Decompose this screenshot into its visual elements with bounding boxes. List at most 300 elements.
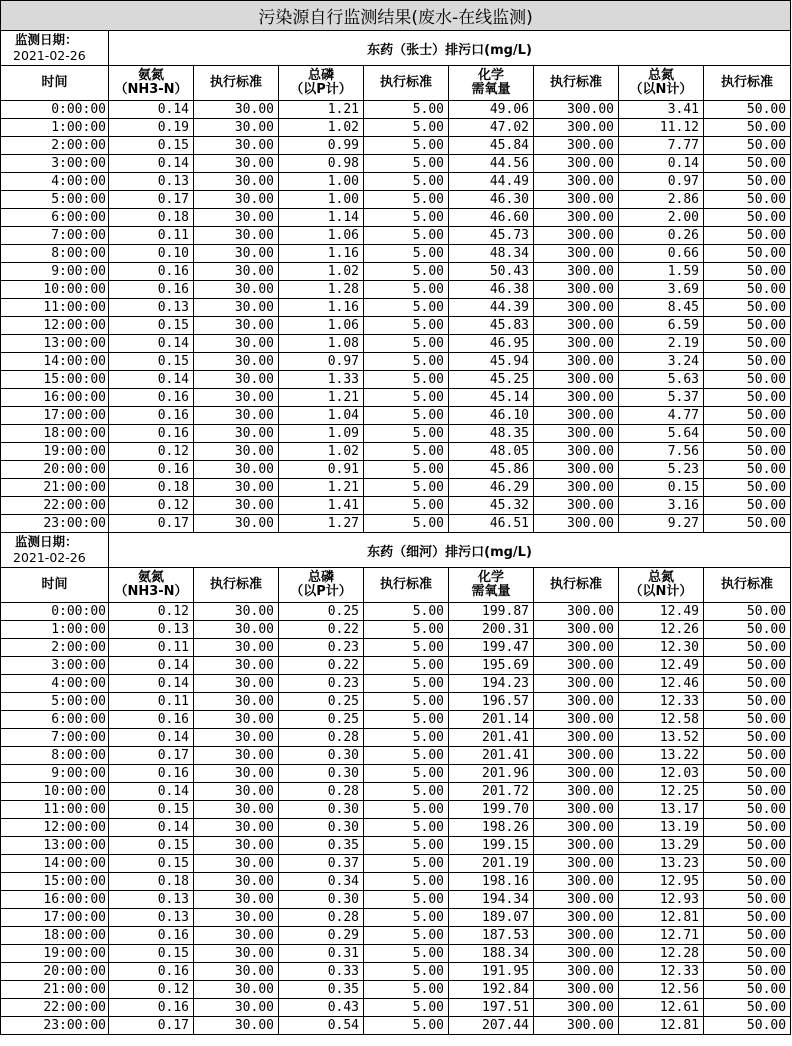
value-cell[interactable]: 1.06: [279, 317, 364, 335]
value-cell[interactable]: 13.22: [619, 747, 704, 765]
value-cell[interactable]: 30.00: [194, 999, 279, 1017]
value-cell[interactable]: 5.00: [364, 227, 449, 245]
value-cell[interactable]: 30.00: [194, 263, 279, 281]
value-cell[interactable]: 1.41: [279, 497, 364, 515]
value-cell[interactable]: 300.00: [534, 657, 619, 675]
value-cell[interactable]: 300.00: [534, 675, 619, 693]
value-cell[interactable]: 300.00: [534, 873, 619, 891]
value-cell[interactable]: 5.64: [619, 425, 704, 443]
value-cell[interactable]: 6.59: [619, 317, 704, 335]
value-cell[interactable]: 5.00: [364, 335, 449, 353]
value-cell[interactable]: 45.73: [449, 227, 534, 245]
value-cell[interactable]: 30.00: [194, 693, 279, 711]
value-cell[interactable]: 5.00: [364, 263, 449, 281]
value-cell[interactable]: 13.52: [619, 729, 704, 747]
value-cell[interactable]: 0.14: [109, 657, 194, 675]
value-cell[interactable]: 300.00: [534, 621, 619, 639]
value-cell[interactable]: 194.23: [449, 675, 534, 693]
value-cell[interactable]: 1.04: [279, 407, 364, 425]
value-cell[interactable]: 1.21: [279, 101, 364, 119]
value-cell[interactable]: 45.32: [449, 497, 534, 515]
value-cell[interactable]: 30.00: [194, 765, 279, 783]
value-cell[interactable]: 50.00: [704, 101, 791, 119]
value-cell[interactable]: 300.00: [534, 963, 619, 981]
value-cell[interactable]: 30.00: [194, 335, 279, 353]
value-cell[interactable]: 50.00: [704, 981, 791, 999]
value-cell[interactable]: 50.00: [704, 639, 791, 657]
value-cell[interactable]: 11.12: [619, 119, 704, 137]
value-cell[interactable]: 50.00: [704, 371, 791, 389]
value-cell[interactable]: 5.00: [364, 855, 449, 873]
time-cell[interactable]: 18:00:00: [1, 425, 109, 443]
value-cell[interactable]: 12.49: [619, 603, 704, 621]
value-cell[interactable]: 48.35: [449, 425, 534, 443]
value-cell[interactable]: 30.00: [194, 281, 279, 299]
value-cell[interactable]: 300.00: [534, 353, 619, 371]
column-header[interactable]: [194, 66, 279, 101]
value-cell[interactable]: 300.00: [534, 461, 619, 479]
value-cell[interactable]: 0.35: [279, 837, 364, 855]
value-cell[interactable]: 5.00: [364, 621, 449, 639]
value-cell[interactable]: 5.00: [364, 497, 449, 515]
value-cell[interactable]: 5.00: [364, 945, 449, 963]
value-cell[interactable]: 199.70: [449, 801, 534, 819]
value-cell[interactable]: 0.54: [279, 1017, 364, 1035]
value-cell[interactable]: 0.29: [279, 927, 364, 945]
value-cell[interactable]: 194.34: [449, 891, 534, 909]
value-cell[interactable]: 12.33: [619, 693, 704, 711]
value-cell[interactable]: 300.00: [534, 263, 619, 281]
value-cell[interactable]: 30.00: [194, 245, 279, 263]
value-cell[interactable]: 5.00: [364, 765, 449, 783]
value-cell[interactable]: 0.16: [109, 765, 194, 783]
value-cell[interactable]: 5.00: [364, 299, 449, 317]
time-cell[interactable]: 10:00:00: [1, 281, 109, 299]
value-cell[interactable]: 0.14: [109, 371, 194, 389]
value-cell[interactable]: 30.00: [194, 155, 279, 173]
value-cell[interactable]: 300.00: [534, 603, 619, 621]
value-cell[interactable]: 50.00: [704, 173, 791, 191]
value-cell[interactable]: 9.27: [619, 515, 704, 533]
value-cell[interactable]: 50.00: [704, 963, 791, 981]
value-cell[interactable]: 1.33: [279, 371, 364, 389]
value-cell[interactable]: 1.00: [279, 173, 364, 191]
value-cell[interactable]: 207.44: [449, 1017, 534, 1035]
value-cell[interactable]: 0.14: [109, 783, 194, 801]
value-cell[interactable]: 0.12: [109, 443, 194, 461]
value-cell[interactable]: 12.28: [619, 945, 704, 963]
value-cell[interactable]: 30.00: [194, 479, 279, 497]
value-cell[interactable]: 0.26: [619, 227, 704, 245]
value-cell[interactable]: 30.00: [194, 963, 279, 981]
value-cell[interactable]: 50.00: [704, 765, 791, 783]
column-header[interactable]: [109, 568, 194, 603]
value-cell[interactable]: 50.00: [704, 461, 791, 479]
value-cell[interactable]: 0.23: [279, 639, 364, 657]
value-cell[interactable]: 30.00: [194, 603, 279, 621]
time-cell[interactable]: 22:00:00: [1, 999, 109, 1017]
value-cell[interactable]: 192.84: [449, 981, 534, 999]
value-cell[interactable]: 0.12: [109, 497, 194, 515]
value-cell[interactable]: 30.00: [194, 515, 279, 533]
value-cell[interactable]: 1.59: [619, 263, 704, 281]
value-cell[interactable]: 0.10: [109, 245, 194, 263]
value-cell[interactable]: 5.00: [364, 137, 449, 155]
column-header[interactable]: [364, 568, 449, 603]
value-cell[interactable]: 300.00: [534, 855, 619, 873]
value-cell[interactable]: 300.00: [534, 639, 619, 657]
value-cell[interactable]: 30.00: [194, 657, 279, 675]
value-cell[interactable]: 30.00: [194, 783, 279, 801]
value-cell[interactable]: 12.33: [619, 963, 704, 981]
value-cell[interactable]: 50.00: [704, 353, 791, 371]
time-cell[interactable]: 14:00:00: [1, 353, 109, 371]
value-cell[interactable]: 30.00: [194, 389, 279, 407]
value-cell[interactable]: 300.00: [534, 299, 619, 317]
value-cell[interactable]: 30.00: [194, 443, 279, 461]
value-cell[interactable]: 5.00: [364, 1017, 449, 1035]
value-cell[interactable]: 5.00: [364, 191, 449, 209]
value-cell[interactable]: 300.00: [534, 119, 619, 137]
value-cell[interactable]: 5.23: [619, 461, 704, 479]
value-cell[interactable]: 5.00: [364, 245, 449, 263]
value-cell[interactable]: 0.11: [109, 227, 194, 245]
time-cell[interactable]: 15:00:00: [1, 371, 109, 389]
value-cell[interactable]: 0.18: [109, 873, 194, 891]
value-cell[interactable]: 2.86: [619, 191, 704, 209]
value-cell[interactable]: 300.00: [534, 747, 619, 765]
value-cell[interactable]: 50.00: [704, 729, 791, 747]
outlet-name[interactable]: 东药（张士）排污口(mg/L): [109, 31, 791, 66]
value-cell[interactable]: 0.16: [109, 425, 194, 443]
value-cell[interactable]: 45.84: [449, 137, 534, 155]
value-cell[interactable]: 30.00: [194, 639, 279, 657]
value-cell[interactable]: 12.26: [619, 621, 704, 639]
value-cell[interactable]: 0.33: [279, 963, 364, 981]
value-cell[interactable]: 30.00: [194, 711, 279, 729]
value-cell[interactable]: 13.29: [619, 837, 704, 855]
value-cell[interactable]: 0.15: [109, 801, 194, 819]
value-cell[interactable]: 0.15: [109, 317, 194, 335]
value-cell[interactable]: 300.00: [534, 801, 619, 819]
value-cell[interactable]: 300.00: [534, 783, 619, 801]
value-cell[interactable]: 0.14: [109, 335, 194, 353]
time-cell[interactable]: 17:00:00: [1, 909, 109, 927]
value-cell[interactable]: 30.00: [194, 819, 279, 837]
value-cell[interactable]: 5.00: [364, 371, 449, 389]
value-cell[interactable]: 2.00: [619, 209, 704, 227]
value-cell[interactable]: 5.00: [364, 101, 449, 119]
value-cell[interactable]: 30.00: [194, 855, 279, 873]
value-cell[interactable]: 50.00: [704, 783, 791, 801]
value-cell[interactable]: 50.00: [704, 335, 791, 353]
value-cell[interactable]: 50.00: [704, 443, 791, 461]
value-cell[interactable]: 201.19: [449, 855, 534, 873]
value-cell[interactable]: 201.41: [449, 729, 534, 747]
value-cell[interactable]: 0.15: [619, 479, 704, 497]
value-cell[interactable]: 0.25: [279, 693, 364, 711]
value-cell[interactable]: 5.00: [364, 963, 449, 981]
value-cell[interactable]: 300.00: [534, 227, 619, 245]
value-cell[interactable]: 30.00: [194, 891, 279, 909]
value-cell[interactable]: 0.16: [109, 461, 194, 479]
time-cell[interactable]: 19:00:00: [1, 443, 109, 461]
value-cell[interactable]: 0.15: [109, 855, 194, 873]
value-cell[interactable]: 12.61: [619, 999, 704, 1017]
value-cell[interactable]: 50.00: [704, 407, 791, 425]
outlet-name[interactable]: 东药（细河）排污口(mg/L): [109, 533, 791, 568]
value-cell[interactable]: 44.56: [449, 155, 534, 173]
value-cell[interactable]: 45.25: [449, 371, 534, 389]
time-cell[interactable]: 4:00:00: [1, 173, 109, 191]
value-cell[interactable]: 5.00: [364, 711, 449, 729]
value-cell[interactable]: 12.49: [619, 657, 704, 675]
time-cell[interactable]: 23:00:00: [1, 1017, 109, 1035]
column-header[interactable]: [534, 568, 619, 603]
time-cell[interactable]: 8:00:00: [1, 747, 109, 765]
value-cell[interactable]: 0.11: [109, 693, 194, 711]
value-cell[interactable]: 300.00: [534, 209, 619, 227]
value-cell[interactable]: 50.00: [704, 999, 791, 1017]
value-cell[interactable]: 200.31: [449, 621, 534, 639]
value-cell[interactable]: 300.00: [534, 155, 619, 173]
time-cell[interactable]: 1:00:00: [1, 119, 109, 137]
value-cell[interactable]: 300.00: [534, 407, 619, 425]
value-cell[interactable]: 1.02: [279, 443, 364, 461]
value-cell[interactable]: 0.16: [109, 281, 194, 299]
value-cell[interactable]: 50.00: [704, 927, 791, 945]
value-cell[interactable]: 46.60: [449, 209, 534, 227]
value-cell[interactable]: 12.81: [619, 909, 704, 927]
value-cell[interactable]: 50.00: [704, 209, 791, 227]
value-cell[interactable]: 5.00: [364, 783, 449, 801]
value-cell[interactable]: 0.19: [109, 119, 194, 137]
value-cell[interactable]: 30.00: [194, 371, 279, 389]
value-cell[interactable]: 0.16: [109, 927, 194, 945]
value-cell[interactable]: 30.00: [194, 299, 279, 317]
value-cell[interactable]: 0.16: [109, 263, 194, 281]
value-cell[interactable]: 5.00: [364, 173, 449, 191]
value-cell[interactable]: 5.00: [364, 819, 449, 837]
value-cell[interactable]: 12.46: [619, 675, 704, 693]
value-cell[interactable]: 30.00: [194, 1017, 279, 1035]
value-cell[interactable]: 0.13: [109, 909, 194, 927]
value-cell[interactable]: 197.51: [449, 999, 534, 1017]
value-cell[interactable]: 50.00: [704, 263, 791, 281]
value-cell[interactable]: 46.10: [449, 407, 534, 425]
value-cell[interactable]: 30.00: [194, 407, 279, 425]
value-cell[interactable]: 0.16: [109, 389, 194, 407]
value-cell[interactable]: 49.06: [449, 101, 534, 119]
value-cell[interactable]: 30.00: [194, 191, 279, 209]
value-cell[interactable]: 300.00: [534, 497, 619, 515]
value-cell[interactable]: 50.00: [704, 1017, 791, 1035]
value-cell[interactable]: 300.00: [534, 479, 619, 497]
value-cell[interactable]: 0.30: [279, 891, 364, 909]
value-cell[interactable]: 0.99: [279, 137, 364, 155]
value-cell[interactable]: 0.28: [279, 909, 364, 927]
value-cell[interactable]: 195.69: [449, 657, 534, 675]
value-cell[interactable]: 0.14: [619, 155, 704, 173]
value-cell[interactable]: 189.07: [449, 909, 534, 927]
value-cell[interactable]: 30.00: [194, 873, 279, 891]
value-cell[interactable]: 300.00: [534, 245, 619, 263]
value-cell[interactable]: 50.00: [704, 819, 791, 837]
value-cell[interactable]: 0.28: [279, 729, 364, 747]
value-cell[interactable]: 300.00: [534, 425, 619, 443]
value-cell[interactable]: 0.14: [109, 819, 194, 837]
time-cell[interactable]: 23:00:00: [1, 515, 109, 533]
value-cell[interactable]: 0.13: [109, 299, 194, 317]
value-cell[interactable]: 46.30: [449, 191, 534, 209]
value-cell[interactable]: 30.00: [194, 801, 279, 819]
value-cell[interactable]: 0.15: [109, 837, 194, 855]
value-cell[interactable]: 201.41: [449, 747, 534, 765]
value-cell[interactable]: 300.00: [534, 909, 619, 927]
value-cell[interactable]: 30.00: [194, 497, 279, 515]
value-cell[interactable]: 1.02: [279, 119, 364, 137]
value-cell[interactable]: 44.49: [449, 173, 534, 191]
value-cell[interactable]: 50.00: [704, 891, 791, 909]
value-cell[interactable]: 50.00: [704, 245, 791, 263]
value-cell[interactable]: 30.00: [194, 909, 279, 927]
value-cell[interactable]: 5.00: [364, 479, 449, 497]
value-cell[interactable]: 12.95: [619, 873, 704, 891]
value-cell[interactable]: 300.00: [534, 101, 619, 119]
value-cell[interactable]: 46.95: [449, 335, 534, 353]
value-cell[interactable]: 0.18: [109, 479, 194, 497]
value-cell[interactable]: 0.15: [109, 945, 194, 963]
value-cell[interactable]: 1.09: [279, 425, 364, 443]
value-cell[interactable]: 12.56: [619, 981, 704, 999]
value-cell[interactable]: 7.56: [619, 443, 704, 461]
value-cell[interactable]: 300.00: [534, 389, 619, 407]
value-cell[interactable]: 0.16: [109, 407, 194, 425]
column-header[interactable]: [704, 66, 791, 101]
value-cell[interactable]: 45.94: [449, 353, 534, 371]
value-cell[interactable]: 196.57: [449, 693, 534, 711]
value-cell[interactable]: 5.00: [364, 515, 449, 533]
value-cell[interactable]: 0.98: [279, 155, 364, 173]
time-cell[interactable]: 3:00:00: [1, 155, 109, 173]
time-cell[interactable]: 9:00:00: [1, 263, 109, 281]
value-cell[interactable]: 0.30: [279, 747, 364, 765]
value-cell[interactable]: 30.00: [194, 425, 279, 443]
value-cell[interactable]: 30.00: [194, 173, 279, 191]
value-cell[interactable]: 5.00: [364, 873, 449, 891]
value-cell[interactable]: 199.47: [449, 639, 534, 657]
value-cell[interactable]: 7.77: [619, 137, 704, 155]
value-cell[interactable]: 50.00: [704, 855, 791, 873]
value-cell[interactable]: 13.19: [619, 819, 704, 837]
value-cell[interactable]: 5.00: [364, 119, 449, 137]
value-cell[interactable]: 0.11: [109, 639, 194, 657]
value-cell[interactable]: 5.00: [364, 675, 449, 693]
value-cell[interactable]: 48.34: [449, 245, 534, 263]
column-header[interactable]: [1, 66, 109, 101]
value-cell[interactable]: 300.00: [534, 729, 619, 747]
column-header[interactable]: [1, 568, 109, 603]
value-cell[interactable]: 0.14: [109, 155, 194, 173]
value-cell[interactable]: 1.28: [279, 281, 364, 299]
value-cell[interactable]: 187.53: [449, 927, 534, 945]
time-cell[interactable]: 21:00:00: [1, 479, 109, 497]
value-cell[interactable]: 50.00: [704, 621, 791, 639]
value-cell[interactable]: 300.00: [534, 981, 619, 999]
column-header[interactable]: [704, 568, 791, 603]
value-cell[interactable]: 0.66: [619, 245, 704, 263]
value-cell[interactable]: 5.00: [364, 657, 449, 675]
value-cell[interactable]: 3.69: [619, 281, 704, 299]
value-cell[interactable]: 12.81: [619, 1017, 704, 1035]
value-cell[interactable]: 12.71: [619, 927, 704, 945]
time-cell[interactable]: 7:00:00: [1, 227, 109, 245]
value-cell[interactable]: 0.43: [279, 999, 364, 1017]
value-cell[interactable]: 1.16: [279, 245, 364, 263]
value-cell[interactable]: 30.00: [194, 353, 279, 371]
value-cell[interactable]: 5.00: [364, 729, 449, 747]
value-cell[interactable]: 0.37: [279, 855, 364, 873]
time-cell[interactable]: 16:00:00: [1, 891, 109, 909]
value-cell[interactable]: 0.15: [109, 353, 194, 371]
value-cell[interactable]: 5.00: [364, 981, 449, 999]
value-cell[interactable]: 300.00: [534, 765, 619, 783]
value-cell[interactable]: 50.00: [704, 693, 791, 711]
value-cell[interactable]: 0.17: [109, 1017, 194, 1035]
time-cell[interactable]: 2:00:00: [1, 137, 109, 155]
value-cell[interactable]: 1.06: [279, 227, 364, 245]
value-cell[interactable]: 50.00: [704, 137, 791, 155]
value-cell[interactable]: 50.00: [704, 801, 791, 819]
value-cell[interactable]: 5.00: [364, 891, 449, 909]
value-cell[interactable]: 1.21: [279, 479, 364, 497]
value-cell[interactable]: 0.25: [279, 603, 364, 621]
value-cell[interactable]: 0.16: [109, 999, 194, 1017]
value-cell[interactable]: 300.00: [534, 819, 619, 837]
time-cell[interactable]: 8:00:00: [1, 245, 109, 263]
value-cell[interactable]: 30.00: [194, 927, 279, 945]
value-cell[interactable]: 0.22: [279, 657, 364, 675]
time-cell[interactable]: 17:00:00: [1, 407, 109, 425]
value-cell[interactable]: 5.00: [364, 639, 449, 657]
value-cell[interactable]: 30.00: [194, 675, 279, 693]
value-cell[interactable]: 50.00: [704, 317, 791, 335]
value-cell[interactable]: 46.51: [449, 515, 534, 533]
value-cell[interactable]: 48.05: [449, 443, 534, 461]
value-cell[interactable]: 201.96: [449, 765, 534, 783]
monitoring-date-cell[interactable]: [1, 31, 109, 66]
time-cell[interactable]: 22:00:00: [1, 497, 109, 515]
column-header[interactable]: [194, 568, 279, 603]
column-header[interactable]: [279, 66, 364, 101]
value-cell[interactable]: 47.02: [449, 119, 534, 137]
value-cell[interactable]: 0.13: [109, 621, 194, 639]
value-cell[interactable]: 0.12: [109, 603, 194, 621]
value-cell[interactable]: 50.00: [704, 909, 791, 927]
value-cell[interactable]: 5.00: [364, 909, 449, 927]
value-cell[interactable]: 199.87: [449, 603, 534, 621]
value-cell[interactable]: 5.37: [619, 389, 704, 407]
time-cell[interactable]: 6:00:00: [1, 209, 109, 227]
time-cell[interactable]: 5:00:00: [1, 693, 109, 711]
value-cell[interactable]: 12.58: [619, 711, 704, 729]
value-cell[interactable]: 46.29: [449, 479, 534, 497]
value-cell[interactable]: 5.00: [364, 801, 449, 819]
value-cell[interactable]: 300.00: [534, 371, 619, 389]
column-header[interactable]: [619, 66, 704, 101]
time-cell[interactable]: 7:00:00: [1, 729, 109, 747]
value-cell[interactable]: 300.00: [534, 137, 619, 155]
